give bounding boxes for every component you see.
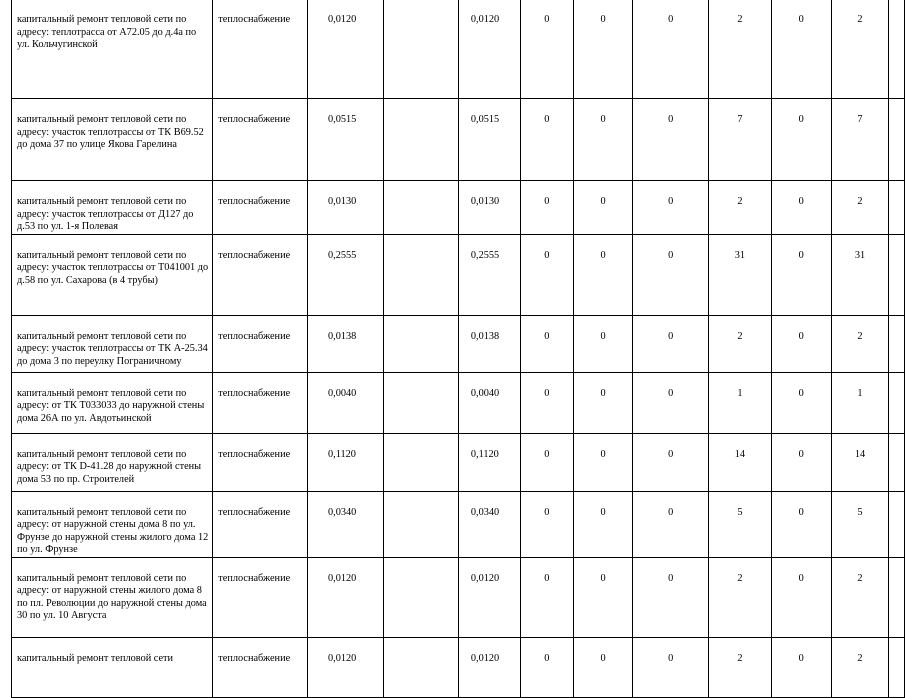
row-value-1: 0,0515 (308, 99, 384, 181)
row-col-a: 0 (520, 557, 573, 637)
row-value-1: 0,0130 (308, 181, 384, 235)
row-col-c: 0 (633, 433, 709, 491)
row-empty-cell (383, 637, 458, 697)
row-value-2: 0,0138 (458, 315, 520, 372)
row-empty-cell (383, 181, 458, 235)
row-value-2: 0,0120 (458, 637, 520, 697)
row-col-b: 0 (573, 181, 632, 235)
row-description: капитальный ремонт тепловой сети по адресу: от ТК D-41.28 до наружной стены дома 53 по пр. Строителей (12, 433, 213, 491)
row-col-a: 0 (520, 491, 573, 557)
row-edge-cell (889, 99, 905, 181)
row-value-2: 0,0040 (458, 372, 520, 433)
row-service-type: теплоснабжение (213, 315, 308, 372)
row-service-type: теплоснабжение (213, 491, 308, 557)
row-col-e: 0 (771, 491, 831, 557)
row-edge-cell (889, 433, 905, 491)
row-col-a: 0 (520, 637, 573, 697)
row-col-d: 2 (709, 637, 771, 697)
row-col-c: 0 (633, 637, 709, 697)
row-col-c: 0 (633, 0, 709, 99)
row-col-b: 0 (573, 234, 632, 315)
row-col-e: 0 (771, 637, 831, 697)
row-service-type: теплоснабжение (213, 637, 308, 697)
row-service-type: теплоснабжение (213, 181, 308, 235)
row-col-d: 14 (709, 433, 771, 491)
table-row (12, 637, 905, 697)
table-row (12, 234, 905, 315)
row-empty-cell (383, 557, 458, 637)
table-row (12, 99, 905, 181)
row-edge-cell (889, 372, 905, 433)
row-col-e: 0 (771, 315, 831, 372)
row-col-b: 0 (573, 99, 632, 181)
row-col-c: 0 (633, 315, 709, 372)
row-edge-cell (889, 0, 905, 99)
row-value-1: 0,0120 (308, 0, 384, 99)
row-col-f: 14 (831, 433, 888, 491)
row-col-e: 0 (771, 433, 831, 491)
row-description: капитальный ремонт тепловой сети по адресу: участок теплотрассы от ТК В69.52 до дома 37 по улице Якова Гарелина (12, 99, 213, 181)
row-col-f: 5 (831, 491, 888, 557)
row-service-type: теплоснабжение (213, 372, 308, 433)
row-edge-cell (889, 491, 905, 557)
table-row (12, 491, 905, 557)
row-description: капитальный ремонт тепловой сети по адресу: участок теплотрассы от Т041001 до д.58 по ул. Сахарова (в 4 трубы) (12, 234, 213, 315)
row-col-c: 0 (633, 234, 709, 315)
row-service-type: теплоснабжение (213, 433, 308, 491)
row-col-d: 2 (709, 315, 771, 372)
row-edge-cell (889, 557, 905, 637)
row-col-b: 0 (573, 491, 632, 557)
row-col-d: 7 (709, 99, 771, 181)
row-description: капитальный ремонт тепловой сети по адресу: участок теплотрассы от ТК А-25.34 до дома 3 по переулку Пограничному (12, 315, 213, 372)
row-value-1: 0,0340 (308, 491, 384, 557)
row-edge-cell (889, 234, 905, 315)
row-col-e: 0 (771, 372, 831, 433)
row-col-e: 0 (771, 181, 831, 235)
row-col-b: 0 (573, 433, 632, 491)
row-empty-cell (383, 234, 458, 315)
row-col-f: 1 (831, 372, 888, 433)
row-col-a: 0 (520, 372, 573, 433)
row-col-b: 0 (573, 315, 632, 372)
row-service-type: теплоснабжение (213, 99, 308, 181)
row-col-d: 2 (709, 181, 771, 235)
row-col-b: 0 (573, 0, 632, 99)
row-description: капитальный ремонт тепловой сети по адресу: участок теплотрассы от Д127 до д.53 по ул. 1-я Полевая (12, 181, 213, 235)
row-value-2: 0,0130 (458, 181, 520, 235)
row-empty-cell (383, 491, 458, 557)
row-col-d: 5 (709, 491, 771, 557)
row-col-b: 0 (573, 372, 632, 433)
row-service-type: теплоснабжение (213, 234, 308, 315)
repair-table (11, 0, 905, 698)
row-value-1: 0,0120 (308, 637, 384, 697)
row-col-e: 0 (771, 557, 831, 637)
row-value-1: 0,0138 (308, 315, 384, 372)
row-col-f: 2 (831, 637, 888, 697)
row-service-type: теплоснабжение (213, 0, 308, 99)
row-col-f: 2 (831, 557, 888, 637)
row-col-f: 2 (831, 0, 888, 99)
row-col-d: 2 (709, 557, 771, 637)
row-value-1: 0,2555 (308, 234, 384, 315)
row-value-1: 0,1120 (308, 433, 384, 491)
row-col-f: 2 (831, 315, 888, 372)
row-service-type: теплоснабжение (213, 557, 308, 637)
row-col-d: 2 (709, 0, 771, 99)
table-row (12, 0, 905, 99)
row-description: капитальный ремонт тепловой сети по адресу: от наружной стены дома 8 по ул. Фрунзе до наружной стены жилого дома 12 по ул. Фрунзе (12, 491, 213, 557)
row-description: капитальный ремонт тепловой сети по адресу: теплотрасса от А72.05 до д.4а по ул. Кольчугинской (12, 0, 213, 99)
row-col-a: 0 (520, 0, 573, 99)
row-edge-cell (889, 637, 905, 697)
row-empty-cell (383, 99, 458, 181)
row-col-f: 7 (831, 99, 888, 181)
row-col-a: 0 (520, 181, 573, 235)
row-col-a: 0 (520, 99, 573, 181)
row-value-1: 0,0120 (308, 557, 384, 637)
row-value-2: 0,2555 (458, 234, 520, 315)
table-body (12, 0, 905, 697)
row-col-a: 0 (520, 315, 573, 372)
row-col-e: 0 (771, 234, 831, 315)
row-empty-cell (383, 315, 458, 372)
row-empty-cell (383, 433, 458, 491)
table-row (12, 372, 905, 433)
row-description: капитальный ремонт тепловой сети по адресу: от ТК Т033033 до наружной стены дома 26А по ул. Авдотьинской (12, 372, 213, 433)
row-value-2: 0,0340 (458, 491, 520, 557)
row-col-e: 0 (771, 0, 831, 99)
row-col-d: 1 (709, 372, 771, 433)
row-value-2: 0,0120 (458, 0, 520, 99)
row-col-d: 31 (709, 234, 771, 315)
row-col-f: 2 (831, 181, 888, 235)
row-empty-cell (383, 372, 458, 433)
row-col-e: 0 (771, 99, 831, 181)
table-row (12, 315, 905, 372)
row-col-c: 0 (633, 181, 709, 235)
row-col-c: 0 (633, 491, 709, 557)
row-col-c: 0 (633, 372, 709, 433)
row-col-f: 31 (831, 234, 888, 315)
table-row (12, 557, 905, 637)
row-col-a: 0 (520, 234, 573, 315)
row-col-c: 0 (633, 99, 709, 181)
row-col-c: 0 (633, 557, 709, 637)
table-row (12, 181, 905, 235)
row-description: капитальный ремонт тепловой сети (12, 637, 213, 697)
row-col-a: 0 (520, 433, 573, 491)
row-value-1: 0,0040 (308, 372, 384, 433)
row-value-2: 0,0515 (458, 99, 520, 181)
row-edge-cell (889, 181, 905, 235)
row-edge-cell (889, 315, 905, 372)
row-empty-cell (383, 0, 458, 99)
row-value-2: 0,0120 (458, 557, 520, 637)
row-description: капитальный ремонт тепловой сети по адресу: от наружной стены жилого дома 8 по пл. Революции до наружной стены дома 30 по ул. 10 Августа (12, 557, 213, 637)
row-col-b: 0 (573, 557, 632, 637)
row-col-b: 0 (573, 637, 632, 697)
table-row (12, 433, 905, 491)
row-value-2: 0,1120 (458, 433, 520, 491)
